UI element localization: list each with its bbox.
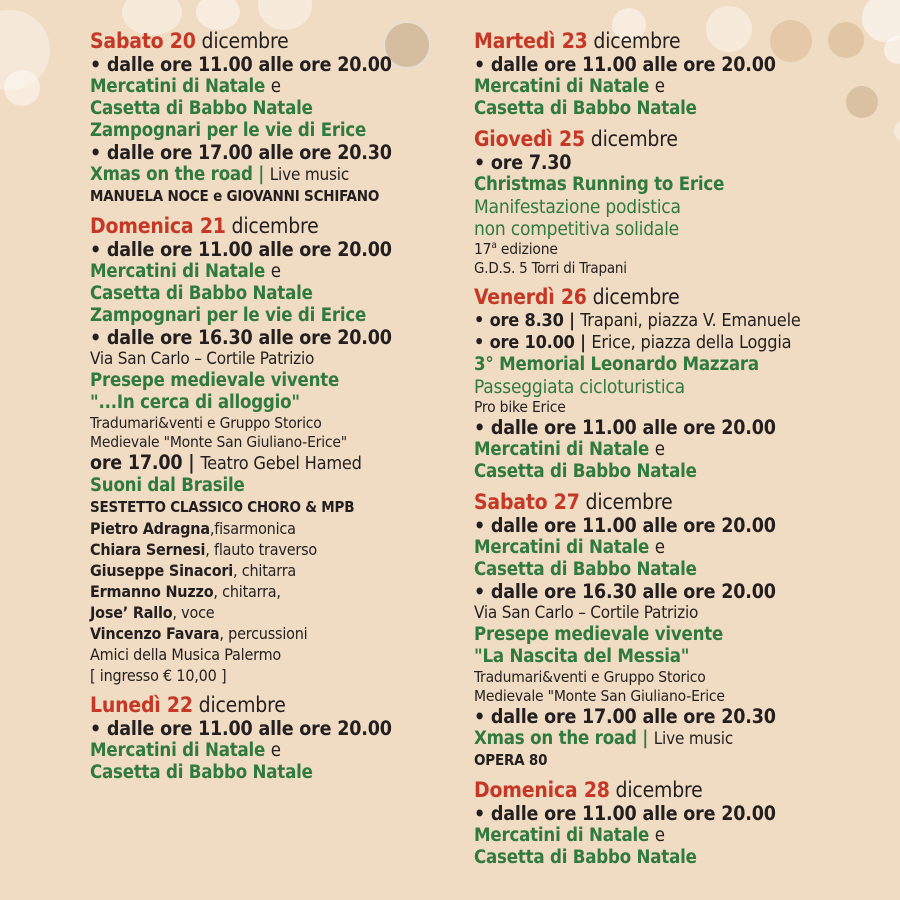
event-title: Christmas Running to Erice (474, 174, 725, 195)
event-title: Presepe medievale vivente (474, 623, 724, 645)
time-line: • dalle ore 11.00 alle ore 20.00 (90, 238, 392, 261)
event-title: Casetta di Babbo Natale (90, 283, 313, 304)
event-title: Mercatini di Natale e (90, 739, 281, 761)
event-title: Casetta di Babbo Natale (474, 846, 697, 868)
day-heading: Domenica 28 dicembre (474, 777, 703, 802)
event-title: Mercatini di Natale e (90, 261, 281, 282)
event-subtitle: "...In cerca di alloggio" (90, 391, 300, 413)
time-line: ore 17.00 | Teatro Gebel Hamed (90, 450, 362, 474)
organizer: G.D.S. 5 Torri di Trapani (474, 259, 627, 277)
event-title: Zampognari per le vie di Erice (90, 305, 367, 326)
performer: Chiara Sernesi, flauto traverso (90, 539, 317, 559)
artist-names: OPERA 80 (474, 750, 548, 769)
organizer: Tradumari&venti e Gruppo Storico (90, 413, 322, 432)
event-day-friday-26 (474, 284, 894, 483)
event-description: Manifestazione podistica (474, 196, 681, 218)
time-line: • dalle ore 11.00 alle ore 20.00 (90, 53, 392, 76)
event-description: Passeggiata cicloturistica (474, 376, 685, 398)
event-day-sunday-21 (90, 213, 470, 686)
venue: Via San Carlo – Cortile Patrizio (474, 603, 699, 623)
event-title: 3° Memorial Leonardo Mazzara (474, 354, 759, 375)
time-line: • dalle ore 11.00 alle ore 20.00 (474, 53, 776, 76)
venue: Via San Carlo – Cortile Patrizio (90, 349, 315, 369)
event-day-saturday-27 (474, 489, 894, 771)
event-title: Zampognari per le vie di Erice (90, 120, 367, 141)
event-day-saturday-20 (90, 28, 470, 207)
time-line: • dalle ore 11.00 alle ore 20.00 (474, 416, 776, 439)
event-title: Casetta di Babbo Natale (90, 761, 313, 783)
time-line: • ore 10.00 | Erice, piazza della Loggia (474, 332, 792, 353)
time-line: • dalle ore 16.30 alle ore 20.00 (474, 580, 776, 603)
event-day-monday-22 (90, 692, 470, 784)
performer: Ermanno Nuzzo, chitarra, (90, 581, 281, 601)
organizer: Pro bike Erice (474, 398, 566, 416)
ticket-price: [ ingresso € 10,00 ] (90, 665, 227, 685)
event-subtitle: "La Nascita del Messia" (474, 645, 690, 667)
event-title: Casetta di Babbo Natale (474, 98, 697, 119)
event-day-sunday-28 (474, 777, 894, 869)
event-description: non competitiva solidale (474, 218, 680, 240)
performer: Vincenzo Favara, percussioni (90, 623, 308, 643)
day-heading: Sabato 27 dicembre (474, 490, 673, 514)
day-heading: Martedì 23 dicembre (474, 29, 681, 53)
time-line: • dalle ore 16.30 alle ore 20.00 (90, 326, 392, 349)
artist-names: MANUELA NOCE e GIOVANNI SCHIFANO (90, 187, 380, 205)
event-title: Mercatini di Natale e (90, 76, 281, 97)
time-line: • ore 8.30 | Trapani, piazza V. Emanuele (474, 310, 801, 331)
time-line: • dalle ore 17.00 alle ore 20.30 (474, 704, 776, 728)
event-title: Suoni dal Brasile (90, 474, 245, 496)
day-heading: Sabato 20 dicembre (90, 29, 289, 53)
event-day-thursday-25 (474, 126, 894, 278)
organizer: Tradumari&venti e Gruppo Storico (474, 667, 706, 686)
event-title: Casetta di Babbo Natale (90, 98, 313, 119)
left-column (90, 28, 470, 784)
day-heading: Lunedì 22 dicembre (90, 692, 286, 717)
time-line: • dalle ore 11.00 alle ore 20.00 (474, 514, 776, 537)
day-heading: Domenica 21 dicembre (90, 214, 319, 238)
organizer: Medievale "Monte San Giuliano-Erice (474, 686, 725, 705)
event-title: Casetta di Babbo Natale (474, 559, 697, 580)
event-title: Mercatini di Natale e (474, 76, 665, 97)
event-title: Xmas on the road | Live music (90, 164, 350, 185)
time-line: • dalle ore 17.00 alle ore 20.30 (90, 141, 392, 164)
performer: Jose’ Rallo, voce (90, 602, 215, 622)
right-column (474, 28, 894, 869)
day-heading: Venerdì 26 dicembre (474, 285, 680, 309)
event-title: Mercatini di Natale e (474, 439, 665, 460)
time-line: • ore 7.30 (474, 151, 572, 174)
presenter: Amici della Musica Palermo (90, 644, 281, 664)
event-title: Presepe medievale vivente (90, 369, 340, 391)
event-day-tuesday-23 (474, 28, 894, 120)
ensemble-name: SESTETTO CLASSICO CHORO & MPB (90, 497, 355, 516)
event-title: Mercatini di Natale e (474, 824, 665, 846)
performer: Pietro Adragna,fisarmonica (90, 518, 296, 538)
event-title: Casetta di Babbo Natale (474, 461, 697, 482)
event-title: Mercatini di Natale e (474, 537, 665, 558)
day-heading: Giovedì 25 dicembre (474, 127, 678, 151)
event-title: Xmas on the road | Live music (474, 727, 734, 749)
organizer: Medievale "Monte San Giuliano-Erice" (90, 432, 347, 451)
performer: Giuseppe Sinacori, chitarra (90, 560, 297, 580)
time-line: • dalle ore 11.00 alle ore 20.00 (474, 801, 776, 825)
edition: 17$^a$ edizione (474, 239, 558, 258)
time-line: • dalle ore 11.00 alle ore 20.00 (90, 716, 392, 740)
